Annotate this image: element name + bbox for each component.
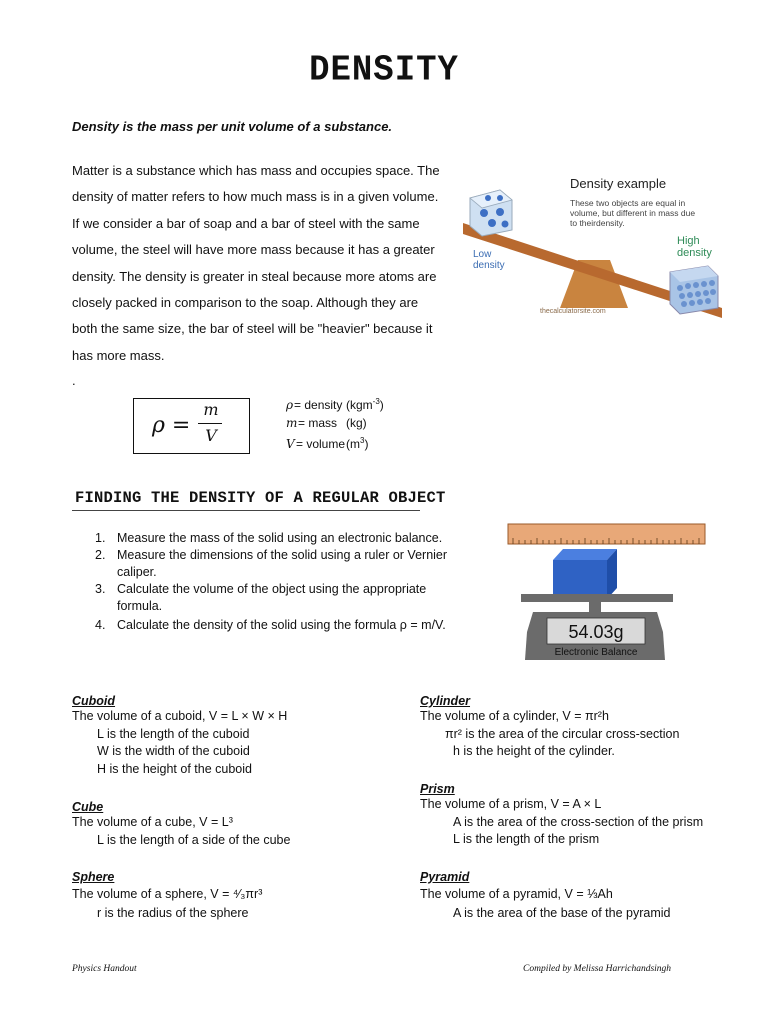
scale-label: Electronic Balance (554, 647, 638, 658)
legend-close: ) (379, 398, 384, 412)
scale-stem (589, 602, 601, 612)
electronic-balance-illustration (505, 522, 709, 662)
cube-title: Cube (72, 800, 104, 814)
legend-row-volume (286, 432, 384, 453)
intro-paragraph: Matter is a substance which has mass and occupies space. The density of matter refers to how much mass is in a given volume. If we consider a bar of soap and a bar of steel with the same volume, the steel will have more mass because it has a greater density. The density is greater in steal because more atoms are closely packed in comparison to the soap. Although they are both the same size, the bar of steel will be "heavier" because it has more mass. (72, 163, 440, 363)
pyramid-line: A is the area of the base of the pyramid (453, 906, 671, 920)
cube-line: L is the length of a side of the cube (97, 832, 291, 847)
ruler (508, 524, 705, 544)
legend-desc: = volume (296, 437, 346, 451)
high-density-label-2: density (677, 247, 712, 259)
section-underline (72, 510, 420, 511)
legend-sup: -3 (372, 397, 380, 406)
high-density-label-1: High (677, 235, 700, 247)
density-seesaw-illustration (460, 168, 725, 323)
scale-reading: 54.03g (568, 622, 624, 642)
cuboid-line: H is the height of the cuboid (97, 761, 252, 776)
density-formula-box (133, 398, 250, 454)
formula-numerator: m (203, 400, 219, 419)
seesaw-heading: Density example (570, 176, 667, 191)
cylinder-line: h is the height of the cylinder. (453, 744, 615, 758)
sphere-line: r is the radius of the sphere (97, 906, 249, 920)
list-item: 1. Measure the mass of the solid using an electronic balance. (95, 531, 443, 545)
formula-legend (286, 393, 384, 453)
blue-cube (553, 549, 617, 599)
cylinder-formula: The volume of a cylinder, V = πr²h (420, 709, 609, 723)
formula-denominator: V (205, 426, 217, 445)
cuboid-line: L is the length of the cuboid (97, 726, 250, 741)
cuboid-section (72, 694, 287, 778)
legend-unit: (m (346, 437, 360, 451)
pyramid-formula: The volume of a pyramid, V = ⅓Ah (420, 887, 613, 901)
prism-section (420, 782, 703, 849)
low-density-label-1: Low (473, 249, 492, 260)
cuboid-title: Cuboid (72, 694, 116, 708)
scale-pan (521, 594, 673, 602)
prism-title: Prism (420, 782, 455, 796)
legend-row-density (286, 393, 384, 414)
footer-left: Physics Handout (72, 964, 137, 974)
legend-close: ) (364, 437, 369, 451)
pyramid-title: Pyramid (420, 870, 470, 884)
list-item: 4. Calculate the density of the solid using the formula ρ = m/V. (95, 618, 446, 632)
legend-desc: = density (294, 398, 343, 412)
density-definition: Density is the mass per unit volume of a substance. (72, 119, 393, 134)
legend-symbol: V (286, 437, 295, 451)
footer-right: Compiled by Melissa Harrichandsingh (523, 964, 672, 974)
page-title: DENSITY (309, 51, 459, 91)
sphere-section (72, 870, 262, 923)
legend-row-mass (286, 414, 384, 432)
sphere-formula: The volume of a sphere, V = ⁴⁄₃πr³ (72, 887, 263, 901)
list-item: 2. Measure the dimensions of the solid using a ruler or Vernier caliper. (95, 548, 448, 579)
seesaw-watermark: thecalculatorsite.com (540, 308, 606, 315)
seesaw-caption-1: These two objects are equal in (570, 198, 686, 208)
fraction-bar (198, 423, 222, 424)
prism-line: L is the length of the prism (453, 832, 600, 846)
sphere-title: Sphere (72, 870, 115, 884)
low-density-label-2: density (473, 260, 505, 271)
cuboid-formula: The volume of a cuboid, V = L × W × H (72, 709, 288, 723)
low-density-cube (470, 190, 512, 236)
prism-line: A is the area of the cross-section of the prism (453, 814, 704, 829)
seesaw-caption-3: to theirdensity. (570, 218, 625, 228)
cube-formula: The volume of a cube, V = L³ (72, 815, 233, 829)
legend-symbol: m (286, 416, 298, 430)
seesaw-caption-2: volume, but different in mass due (570, 208, 696, 218)
formula-lhs: ρ = (152, 413, 191, 438)
legend-sup: 3 (360, 436, 365, 445)
pyramid-section (420, 870, 671, 923)
cylinder-line: πr² is the area of the circular cross-section (445, 726, 680, 741)
cube-section (72, 800, 290, 849)
steps-list (95, 530, 460, 634)
legend-desc: = mass (298, 416, 338, 430)
list-item: 3. Calculate the volume of the object using the appropriate formula. (95, 582, 427, 613)
section-heading: FINDING THE DENSITY OF A REGULAR OBJECT (75, 489, 446, 507)
legend-unit: (kgm (346, 398, 373, 412)
prism-formula: The volume of a prism, V = A × L (420, 797, 602, 811)
high-density-cube (670, 266, 718, 314)
cuboid-line: W is the width of the cuboid (97, 744, 250, 758)
cylinder-section (420, 694, 679, 761)
legend-unit: (kg) (346, 416, 367, 430)
legend-symbol: ρ (286, 398, 294, 412)
cylinder-title: Cylinder (420, 694, 471, 708)
stray-dot: . (72, 373, 76, 388)
